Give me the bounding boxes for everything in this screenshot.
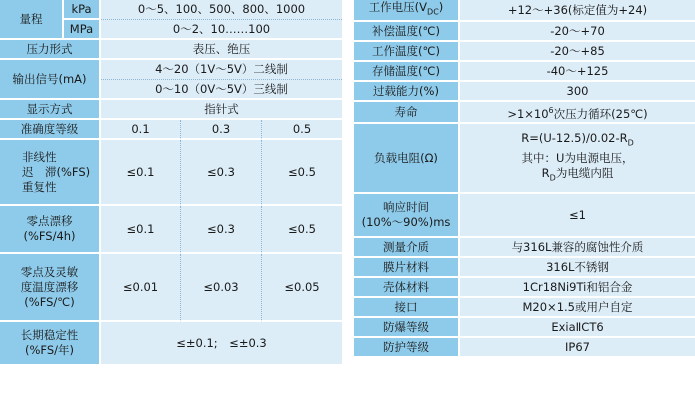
table-row <box>0 254 342 322</box>
range-mpa-unit: MPa <box>64 20 101 40</box>
table-row <box>354 82 695 102</box>
table-row <box>354 102 695 124</box>
stability-value: ≤±0.1; ≤±0.3 <box>101 322 342 366</box>
explosion-label: 防爆等级 <box>354 318 460 338</box>
table-row <box>354 258 695 278</box>
range-mpa-values: 0～2、10……100 <box>101 20 342 40</box>
zero-drift-label-line: (%FS/4h) <box>23 229 76 243</box>
explosion-value: ExiaⅡCT6 <box>460 318 695 338</box>
work-temp-label: 工作温度(℃) <box>354 42 460 62</box>
table-row <box>354 62 695 82</box>
range-kpa-unit: kPa <box>64 0 101 20</box>
zero-drift-value: ≤0.1 <box>101 206 181 254</box>
life-label: 寿命 <box>354 102 460 124</box>
table-row <box>0 40 342 60</box>
interface-value: M20×1.5或用户自定 <box>460 298 695 318</box>
temp-drift-label-line: 零点及灵敏 <box>20 264 79 279</box>
stability-label-line: (%FS/年) <box>25 343 74 357</box>
load-formula: $R=(U-12.5)/0.02-R_D$ <box>521 131 634 148</box>
table-row <box>0 0 342 20</box>
nonlinear-value: ≤0.3 <box>181 140 262 206</box>
spec-table-right <box>354 0 695 358</box>
storage-temp-label: 存储温度(℃) <box>354 62 460 82</box>
temp-drift-label-line: 度温度漂移 <box>20 279 79 294</box>
medium-value: 与316L兼容的腐蚀性介质 <box>460 238 695 258</box>
display-label: 显示方式 <box>0 100 101 120</box>
spec-table-left <box>0 0 342 366</box>
load-note: $R_D$为电缆内阻 <box>541 165 614 182</box>
housing-label: 壳体材料 <box>354 278 460 298</box>
table-row <box>0 322 342 366</box>
comp-temp-value: -20～+70 <box>460 22 695 42</box>
accuracy-value: 0.5 <box>262 120 342 140</box>
nonlinear-label-line: 非线性 <box>22 149 57 164</box>
table-row <box>354 124 695 194</box>
stability-label <box>0 322 101 366</box>
work-temp-value: -20～+85 <box>460 42 695 62</box>
range-label: 量程 <box>0 0 64 40</box>
nonlinear-value: ≤0.5 <box>262 140 342 206</box>
table-row <box>354 298 695 318</box>
table-row <box>0 140 342 206</box>
nonlinear-label <box>0 140 101 206</box>
stability-label-line: 长期稳定性 <box>20 328 79 342</box>
table-row <box>354 194 695 238</box>
table-row <box>0 206 342 254</box>
output-value-2: 0～10（0V～5V）三线制 <box>101 80 342 100</box>
table-row <box>354 238 695 258</box>
table-row <box>0 60 342 80</box>
display-value: 指针式 <box>101 100 342 120</box>
pressure-form-label: 压力形式 <box>0 40 101 60</box>
nonlinear-label-line: 迟 滞(%FS) <box>22 164 91 179</box>
temp-drift-label <box>0 254 101 322</box>
zero-drift-label-line: 零点漂移 <box>26 214 73 228</box>
diaphragm-label: 膜片材料 <box>354 258 460 278</box>
diaphragm-value: 316L不锈钢 <box>460 258 695 278</box>
zero-drift-label <box>0 206 101 254</box>
housing-value: 1Cr18Ni9Ti和铝合金 <box>460 278 695 298</box>
pressure-form-value: 表压、绝压 <box>101 40 342 60</box>
load-value <box>460 124 695 194</box>
protection-label: 防护等级 <box>354 338 460 358</box>
nonlinear-value: ≤0.1 <box>101 140 181 206</box>
temp-drift-value: ≤0.03 <box>181 254 262 322</box>
load-note: 其中：U为电源电压， <box>521 150 634 165</box>
accuracy-value: 0.3 <box>181 120 262 140</box>
protection-value: IP67 <box>460 338 695 358</box>
medium-label: 测量介质 <box>354 238 460 258</box>
overload-value: 300 <box>460 82 695 102</box>
table-row <box>0 120 342 140</box>
zero-drift-value: ≤0.3 <box>181 206 262 254</box>
zero-drift-value: ≤0.5 <box>262 206 342 254</box>
storage-temp-value: -40～+125 <box>460 62 695 82</box>
accuracy-value: 0.1 <box>101 120 181 140</box>
table-row <box>354 278 695 298</box>
table-row <box>354 338 695 358</box>
nonlinear-label-line: 重复性 <box>22 179 57 194</box>
response-value: ≤1 <box>460 194 695 238</box>
overload-label: 过载能力(%) <box>354 82 460 102</box>
response-label-line: (10%～90%)ms <box>361 215 451 229</box>
interface-label: 接口 <box>354 298 460 318</box>
temp-drift-value: ≤0.05 <box>262 254 342 322</box>
output-label: 输出信号(mA) <box>0 60 101 100</box>
table-row <box>0 100 342 120</box>
accuracy-label: 准确度等级 <box>0 120 101 140</box>
range-kpa-values: 0～5、100、500、800、1000 <box>101 0 342 20</box>
temp-drift-value: ≤0.01 <box>101 254 181 322</box>
response-label-line: 响应时间 <box>383 200 429 214</box>
output-value-1: 4～20（1V～5V）二线制 <box>101 60 342 80</box>
voltage-value: +12～+36(标定值为+24) <box>460 0 695 22</box>
life-value: $>1\times 10^6$次压力循环(25℃) <box>460 102 695 124</box>
response-label <box>354 194 460 238</box>
table-row <box>354 0 695 22</box>
table-row <box>354 318 695 338</box>
comp-temp-label: 补偿温度(℃) <box>354 22 460 42</box>
table-row <box>354 42 695 62</box>
table-row <box>354 22 695 42</box>
voltage-label: 工作电压$(V_{DC})$ <box>354 0 460 22</box>
temp-drift-label-line: (%FS/℃) <box>24 294 75 309</box>
load-label: 负载电阻(Ω) <box>354 124 460 194</box>
